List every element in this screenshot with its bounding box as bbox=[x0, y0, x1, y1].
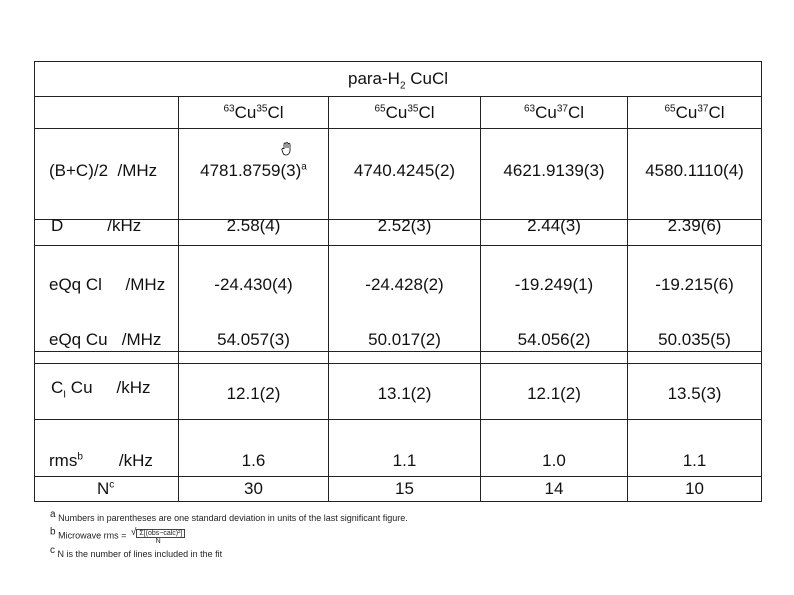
value-bc-4: 4580.1110(4) bbox=[645, 161, 744, 180]
value-eqq-cl-2: -24.428(2) bbox=[365, 275, 444, 294]
footnote-c: $^c$ N is the number of lines included in the fit bbox=[50, 545, 223, 559]
title-molecule: CuCl bbox=[410, 69, 449, 88]
row-label-ci-cu bbox=[35, 364, 179, 420]
cell-bc-d-3 bbox=[481, 129, 628, 235]
value-rms-2: 1.1 bbox=[392, 451, 417, 470]
row-label-rms-cell bbox=[35, 420, 179, 477]
row-label-d: D /kHz bbox=[51, 216, 142, 235]
value-bc-2: 4740.4245(2) bbox=[353, 161, 456, 180]
cell-rms-4 bbox=[628, 420, 762, 477]
header-isotopologue-2: $^{65}$Cu$^{35}$Cl bbox=[329, 97, 481, 129]
row-label-bc: (B+C)/2 /MHz bbox=[49, 161, 158, 180]
cell-rms-3 bbox=[481, 420, 628, 477]
cell-n-4 bbox=[628, 477, 762, 502]
value-eqq-cu-1: 54.057(3) bbox=[217, 330, 290, 349]
constants-table bbox=[34, 61, 762, 502]
rms-formula: √ Σ[(obs−calc)²] N bbox=[131, 527, 186, 545]
cell-ci-4 bbox=[628, 364, 762, 420]
row-label-ci: $C_I$ Cu /kHz bbox=[51, 378, 151, 401]
value-rms-3: 1.0 bbox=[542, 451, 566, 470]
title-subscript: 2 bbox=[399, 80, 406, 92]
hand-cursor-icon bbox=[281, 142, 293, 156]
value-rms-4: 1.1 bbox=[682, 451, 707, 470]
value-d-3: 2.44(3) bbox=[527, 216, 581, 235]
header-isotopologue-4: $^{65}$Cu$^{37}$Cl bbox=[628, 97, 762, 129]
row-label-rms: rms$^b$ /kHz bbox=[49, 451, 153, 470]
value-d-1: 2.58(4) bbox=[226, 216, 281, 235]
footnote-a: $^a$ Numbers in parentheses are one standard deviation in units of the last significant figure. bbox=[50, 509, 408, 523]
row-label-eqq-cl: eQq Cl /MHz bbox=[49, 275, 166, 294]
row-label-n-cell bbox=[35, 477, 179, 502]
value-ci-4: 13.5(3) bbox=[667, 384, 722, 403]
cell-bc-d-4 bbox=[628, 129, 762, 235]
value-bc-1: $4781.8759(3)^a$ bbox=[200, 161, 307, 180]
cell-rms-1 bbox=[179, 420, 329, 477]
value-eqq-cu-2: 50.017(2) bbox=[368, 330, 441, 349]
value-rms-1: 1.6 bbox=[241, 451, 266, 470]
header-isotopologue-3: $^{63}$Cu$^{37}$Cl bbox=[481, 97, 628, 129]
cell-eqq-2 bbox=[329, 246, 481, 352]
table-title bbox=[35, 62, 762, 97]
value-d-2: 2.52(3) bbox=[377, 216, 432, 235]
value-eqq-cu-3: 54.056(2) bbox=[517, 330, 591, 349]
cell-n-3 bbox=[481, 477, 628, 502]
footnotes bbox=[50, 509, 408, 563]
value-d-4: 2.39(6) bbox=[667, 216, 722, 235]
value-n-1: 30 bbox=[244, 479, 263, 498]
cell-eqq-3 bbox=[481, 246, 628, 352]
value-n-2: 15 bbox=[395, 479, 414, 498]
value-ci-3: 12.1(2) bbox=[527, 384, 581, 403]
row-label-eqq-cu: eQq Cu /MHz bbox=[49, 330, 162, 349]
cell-ci-2 bbox=[329, 364, 481, 420]
cell-eqq-4 bbox=[628, 246, 762, 352]
cell-ci-3 bbox=[481, 364, 628, 420]
cell-bc-d-2 bbox=[329, 129, 481, 235]
footnote-b: $^b$ Microwave rms = √ Σ[(obs−calc)²] N bbox=[50, 527, 408, 545]
value-eqq-cl-1: -24.430(4) bbox=[214, 275, 293, 294]
cell-rms-2 bbox=[329, 420, 481, 477]
value-n-3: 14 bbox=[544, 479, 564, 498]
cell-n-1 bbox=[179, 477, 329, 502]
value-eqq-cu-4: 50.035(5) bbox=[658, 330, 731, 349]
row-label-eqq bbox=[35, 246, 179, 352]
cell-eqq-1 bbox=[179, 246, 329, 352]
cell-ci-1 bbox=[179, 364, 329, 420]
value-eqq-cl-3: -19.249(1) bbox=[514, 275, 594, 294]
value-ci-1: 12.1(2) bbox=[226, 384, 281, 403]
header-isotopologue-1: $^{63}$Cu$^{35}$Cl bbox=[179, 97, 329, 129]
row-label-n: $N^c$ bbox=[97, 479, 115, 498]
row-label-bc-d bbox=[35, 129, 179, 235]
title-text: para-H bbox=[347, 69, 400, 88]
value-bc-3: 4621.9139(3) bbox=[503, 161, 605, 180]
cell-bc-d-1 bbox=[179, 129, 329, 235]
header-empty bbox=[35, 97, 179, 129]
value-ci-2: 13.1(2) bbox=[377, 384, 432, 403]
value-eqq-cl-4: -19.215(6) bbox=[655, 275, 734, 294]
value-n-4: 10 bbox=[685, 479, 704, 498]
cell-n-2 bbox=[329, 477, 481, 502]
